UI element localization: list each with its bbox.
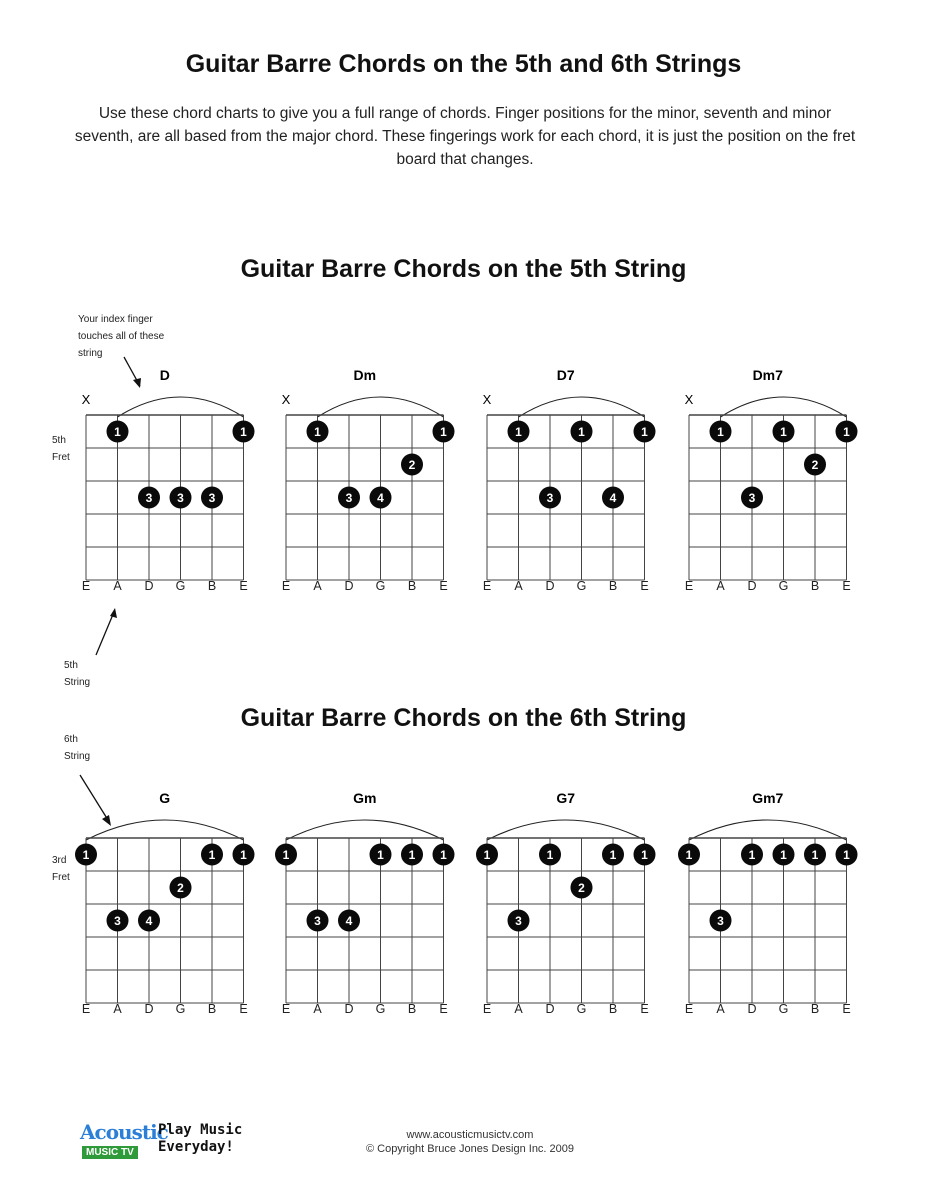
string-name: A xyxy=(716,579,725,593)
logo-sub: MUSIC TV xyxy=(82,1146,138,1159)
string-name: A xyxy=(113,1002,122,1016)
string-arrow xyxy=(80,775,108,820)
finger-number: 3 xyxy=(345,491,353,505)
chord-name-G7: G7 xyxy=(556,790,576,806)
string-name: G xyxy=(175,579,186,593)
finger-number: 4 xyxy=(345,914,353,928)
string-name: E xyxy=(81,579,91,593)
finger-number: 3 xyxy=(515,914,522,928)
logo-word: Acoustic xyxy=(80,1120,168,1144)
acoustic-music-tv-logo[interactable] xyxy=(72,1108,262,1168)
string-name: G xyxy=(175,1002,186,1016)
string-name: E xyxy=(482,579,492,593)
finger-number: 2 xyxy=(811,458,819,472)
string-name: E xyxy=(684,1002,694,1016)
finger-number: 1 xyxy=(208,848,216,862)
fret-label: 5th xyxy=(52,435,66,446)
finger-number: 3 xyxy=(717,914,724,928)
finger-number: 3 xyxy=(314,914,321,928)
string-name: A xyxy=(313,1002,322,1016)
fret-label: Fret xyxy=(52,452,70,463)
annotation-index-finger: touches all of these xyxy=(78,331,165,342)
string-name: E xyxy=(439,1002,448,1016)
string-name: E xyxy=(81,1002,91,1016)
string-label: String xyxy=(64,751,91,762)
string-name: A xyxy=(514,1002,523,1016)
logo-tagline xyxy=(158,1122,242,1156)
string-name: E xyxy=(239,1002,248,1016)
finger-number: 3 xyxy=(114,914,121,928)
finger-number: 1 xyxy=(408,848,416,862)
finger-number: 1 xyxy=(641,848,648,862)
string-name: B xyxy=(810,1002,820,1016)
annotation-index-finger: Your index finger xyxy=(78,314,153,325)
chord-name-D: D xyxy=(159,367,170,383)
arrow-head xyxy=(133,378,141,388)
finger-number: 4 xyxy=(609,491,617,505)
barre-arc xyxy=(318,397,444,417)
string-name: E xyxy=(281,579,291,593)
muted-string-marker: X xyxy=(81,392,91,407)
chord-name-G: G xyxy=(159,790,171,806)
finger-number: 1 xyxy=(114,425,121,439)
logo-badge xyxy=(72,1120,168,1164)
string-name: B xyxy=(608,1002,618,1016)
arrow-head xyxy=(110,608,117,618)
string-name: B xyxy=(407,579,417,593)
barre-arc xyxy=(519,397,645,417)
string-name: D xyxy=(545,579,555,593)
finger-number: 1 xyxy=(240,425,247,439)
string-name: D xyxy=(344,1002,354,1016)
string-label: 5th xyxy=(64,660,78,671)
intro-paragraph: Use these chord charts to give you a full range of chords. Finger positions for the minor, seventh and minor seventh, are all based from the major chord. These fingerings work for each chord, it is just the position on the fret board that changes. xyxy=(74,105,856,168)
string-name: E xyxy=(239,579,248,593)
string-name: E xyxy=(684,579,694,593)
finger-number: 1 xyxy=(377,848,384,862)
string-name: E xyxy=(640,579,649,593)
muted-string-marker: X xyxy=(482,392,492,407)
chord-name-Gm: Gm xyxy=(353,790,377,806)
page-title: Guitar Barre Chords on the 5th and 6th Strings xyxy=(185,50,742,78)
arrow-head xyxy=(102,815,111,826)
string-name: E xyxy=(842,579,851,593)
string-name: B xyxy=(407,1002,417,1016)
footer-credits xyxy=(340,1128,600,1156)
chord-name-Gm7: Gm7 xyxy=(752,790,784,806)
string-name: B xyxy=(207,579,217,593)
finger-number: 1 xyxy=(440,848,447,862)
finger-number: 1 xyxy=(578,425,585,439)
section-title-5th-string: Guitar Barre Chords on the 5th String xyxy=(240,255,687,283)
string-name: B xyxy=(207,1002,217,1016)
finger-number: 1 xyxy=(282,848,290,862)
chord-name-Dm7: Dm7 xyxy=(752,367,783,383)
section-title-6th-string: Guitar Barre Chords on the 6th String xyxy=(240,704,687,732)
finger-number: 1 xyxy=(240,848,247,862)
string-name: E xyxy=(281,1002,291,1016)
finger-number: 3 xyxy=(748,491,756,505)
barre-arc xyxy=(487,820,645,840)
finger-number: 1 xyxy=(843,848,850,862)
string-name: D xyxy=(344,579,354,593)
footer-url[interactable]: www.acousticmusictv.com xyxy=(406,1129,534,1141)
string-name: D xyxy=(747,1002,757,1016)
finger-number: 1 xyxy=(843,425,850,439)
string-name: G xyxy=(778,579,789,593)
finger-number: 2 xyxy=(408,458,416,472)
barre-arc xyxy=(689,820,847,840)
string-label: String xyxy=(64,677,91,688)
string-name: A xyxy=(113,579,122,593)
finger-number: 1 xyxy=(314,425,321,439)
annotation-index-finger: string xyxy=(78,348,103,359)
barre-arc xyxy=(118,397,244,417)
string-name: A xyxy=(514,579,523,593)
string-name: E xyxy=(482,1002,492,1016)
string-name: A xyxy=(716,1002,725,1016)
muted-string-marker: X xyxy=(281,392,291,407)
string-name: E xyxy=(439,579,448,593)
string-name: E xyxy=(842,1002,851,1016)
string-arrow xyxy=(96,612,114,655)
chord-name-D7: D7 xyxy=(556,367,575,383)
barre-arc xyxy=(721,397,847,417)
finger-number: 3 xyxy=(546,491,554,505)
footer-copyright: © Copyright Bruce Jones Design Inc. 2009 xyxy=(365,1143,575,1155)
finger-number: 1 xyxy=(717,425,724,439)
string-name: A xyxy=(313,579,322,593)
finger-number: 1 xyxy=(685,848,693,862)
finger-number: 2 xyxy=(177,881,184,895)
finger-number: 1 xyxy=(641,425,648,439)
string-name: D xyxy=(545,1002,555,1016)
finger-number: 3 xyxy=(145,491,153,505)
finger-number: 4 xyxy=(145,914,153,928)
logo-tagline-2: Everyday! xyxy=(158,1139,234,1155)
finger-number: 1 xyxy=(780,425,787,439)
string-name: B xyxy=(608,579,618,593)
string-label: 6th xyxy=(64,734,78,745)
chord-name-Dm: Dm xyxy=(353,367,377,383)
finger-number: 3 xyxy=(177,491,184,505)
string-name: G xyxy=(778,1002,789,1016)
string-name: B xyxy=(810,579,820,593)
finger-number: 4 xyxy=(377,491,384,505)
fret-label: Fret xyxy=(52,872,70,883)
finger-number: 1 xyxy=(483,848,491,862)
string-name: D xyxy=(144,579,154,593)
string-name: D xyxy=(747,579,757,593)
muted-string-marker: X xyxy=(684,392,694,407)
finger-number: 1 xyxy=(515,425,522,439)
finger-number: 1 xyxy=(546,848,554,862)
finger-number: 2 xyxy=(578,881,585,895)
finger-number: 1 xyxy=(780,848,787,862)
string-name: G xyxy=(375,1002,386,1016)
string-name: G xyxy=(375,579,386,593)
finger-number: 1 xyxy=(82,848,90,862)
finger-number: 1 xyxy=(811,848,819,862)
finger-number: 1 xyxy=(440,425,447,439)
finger-number: 1 xyxy=(609,848,617,862)
string-name: G xyxy=(576,1002,587,1016)
logo-tagline-1: Play Music xyxy=(158,1122,243,1138)
finger-number: 1 xyxy=(748,848,756,862)
finger-number: 3 xyxy=(208,491,216,505)
string-name: G xyxy=(576,579,587,593)
barre-arc xyxy=(286,820,444,840)
fret-label: 3rd xyxy=(52,855,67,866)
string-name: E xyxy=(640,1002,649,1016)
string-name: D xyxy=(144,1002,154,1016)
